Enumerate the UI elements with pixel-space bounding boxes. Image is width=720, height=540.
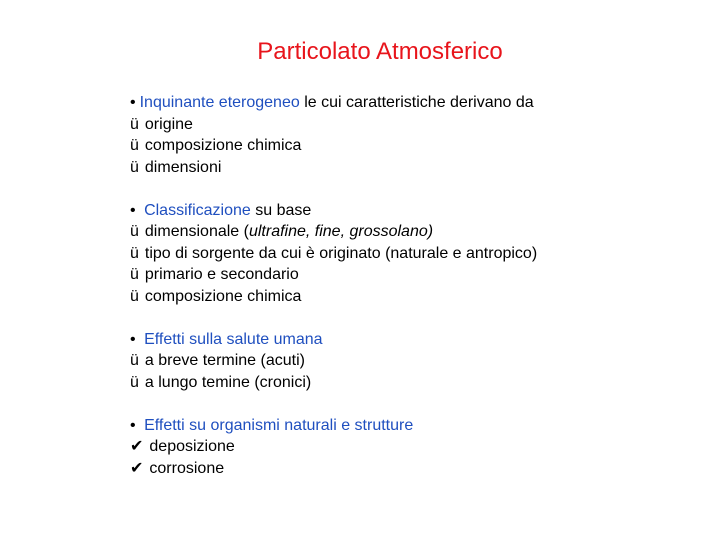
checkmark-icon: ü: [130, 115, 139, 133]
list-item: [130, 221, 710, 243]
checkmark-icon: ✔: [130, 438, 144, 455]
group-health-effects: [130, 329, 710, 394]
group-heading: [130, 92, 710, 114]
group-heading: [130, 200, 710, 222]
item-text: corrosione: [149, 459, 225, 477]
item-text: deposizione: [149, 438, 235, 455]
bullet-icon: •: [130, 330, 136, 348]
item-text: dimensioni: [144, 158, 222, 176]
slide-body: [130, 92, 710, 479]
item-text: primario e secondario: [144, 266, 299, 283]
group-structure-effects: [130, 415, 710, 480]
checkmark-icon: ü: [130, 373, 139, 391]
list-item: [130, 372, 710, 394]
slide-title: Particolato Atmosferico: [257, 38, 503, 65]
item-text-italic: ultrafine, fine, grossolano): [248, 223, 434, 240]
list-item: [130, 135, 710, 157]
group-heading: [130, 415, 710, 437]
list-item: [130, 286, 710, 308]
checkmark-icon: ✔: [130, 459, 144, 477]
item-text: composizione chimica: [144, 137, 302, 154]
list-item: [130, 458, 710, 480]
heading-highlight: Classificazione: [144, 201, 251, 219]
checkmark-icon: ü: [130, 223, 139, 240]
bullet-icon: •: [130, 94, 136, 111]
checkmark-icon: ü: [130, 244, 139, 262]
checkmark-icon: ü: [130, 287, 139, 305]
list-item: [130, 114, 710, 136]
checkmark-icon: ü: [130, 266, 139, 283]
item-text: origine: [144, 115, 193, 133]
list-item: [130, 350, 710, 372]
heading-text: le cui caratteristiche derivano da: [299, 94, 534, 111]
group-pollutant: [130, 92, 710, 178]
item-text: composizione chimica: [144, 287, 302, 305]
list-item: [130, 436, 710, 458]
list-item: [130, 243, 710, 265]
bullet-icon: •: [130, 416, 136, 434]
group-classification: [130, 200, 710, 308]
list-item: [130, 264, 710, 286]
bullet-icon: •: [130, 201, 136, 219]
heading-highlight: Inquinante eterogeneo: [139, 94, 300, 111]
group-heading: [130, 329, 710, 351]
item-text: tipo di sorgente da cui è originato (naturale e antropico): [144, 244, 538, 262]
heading-highlight: Effetti sulla salute umana: [144, 330, 323, 348]
item-text: dimensionale (: [144, 223, 249, 240]
checkmark-icon: ü: [130, 352, 139, 369]
checkmark-icon: ü: [130, 137, 139, 154]
item-text: a lungo temine (cronici): [144, 373, 312, 391]
checkmark-icon: ü: [130, 158, 139, 176]
heading-text: su base: [250, 201, 312, 219]
list-item: [130, 157, 710, 179]
item-text: a breve termine (acuti): [144, 352, 305, 369]
heading-highlight: Effetti su organismi naturali e strutture: [144, 416, 414, 434]
